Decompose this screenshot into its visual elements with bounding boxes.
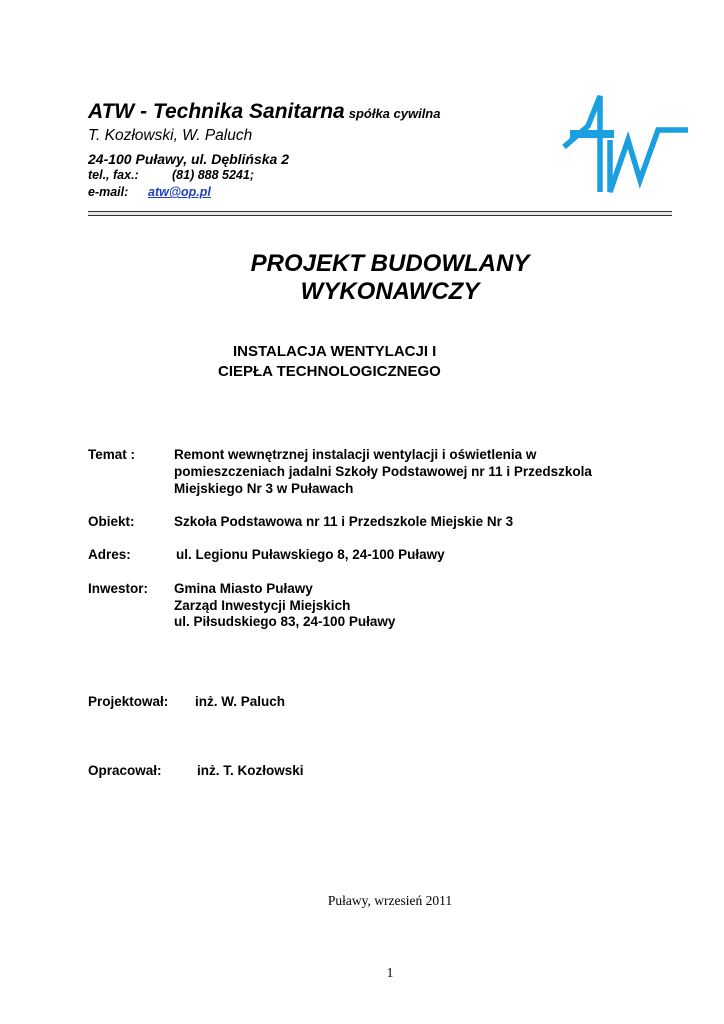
logo-t-bar (570, 130, 614, 138)
company-owners: T. Kozłowski, W. Paluch (88, 127, 253, 144)
opracowal-label: Opracował: (88, 763, 162, 778)
email-link[interactable]: atw@op.pl (148, 185, 211, 199)
phone-value: (81) 888 5241; (172, 168, 255, 182)
header-divider (88, 211, 672, 216)
document-subtitle-line2: CIEPŁA TECHNOLOGICZNEGO (218, 363, 441, 380)
company-name (88, 100, 440, 124)
adres-label: Adres: (88, 547, 131, 562)
temat-line-3: Miejskiego Nr 3 w Puławach (174, 481, 354, 496)
atw-logo-icon (560, 92, 690, 194)
obiekt-label: Obiekt: (88, 514, 135, 529)
company-phone (88, 168, 254, 182)
company-suffix: spółka cywilna (348, 106, 441, 121)
logo-w-stroke (610, 130, 688, 192)
inwestor-label: Inwestor: (88, 581, 149, 596)
document-title-line1: PROJEKT BUDOWLANY (250, 250, 530, 277)
place-date: Puławy, wrzesień 2011 (327, 893, 453, 908)
temat-line-2: pomieszczeniach jadalni Szkoły Podstawowej nr 11 i Przedszkola (174, 464, 592, 479)
temat-label: Temat : (88, 447, 136, 462)
opracowal-value: inż. T. Kozłowski (197, 763, 304, 778)
page-number: 1 (386, 965, 394, 980)
inwestor-line-1: Gmina Miasto Puławy (174, 581, 313, 596)
company-email (88, 185, 211, 199)
company-address: 24-100 Puławy, ul. Dęblińska 2 (88, 151, 290, 167)
company-name-text: ATW - Technika Sanitarna (88, 100, 345, 123)
projektowal-value: inż. W. Paluch (195, 694, 286, 709)
adres-value: ul. Legionu Puławskiego 8, 24-100 Puławy (176, 547, 445, 562)
phone-label: tel., fax.: (88, 168, 139, 182)
obiekt-value: Szkoła Podstawowa nr 11 i Przedszkole Miejskie Nr 3 (174, 514, 514, 529)
inwestor-line-3: ul. Piłsudskiego 83, 24-100 Puławy (174, 614, 396, 629)
projektowal-label: Projektował: (88, 694, 169, 709)
document-subtitle-line1: INSTALACJA WENTYLACJI I (233, 343, 437, 360)
document-title-line2: WYKONAWCZY (300, 278, 480, 305)
logo-a-stroke (564, 96, 600, 192)
inwestor-line-2: Zarząd Inwestycji Miejskich (174, 598, 351, 613)
email-label: e-mail: (88, 185, 129, 199)
temat-line-1: Remont wewnętrznej instalacji wentylacji i oświetlenia w (174, 447, 537, 462)
